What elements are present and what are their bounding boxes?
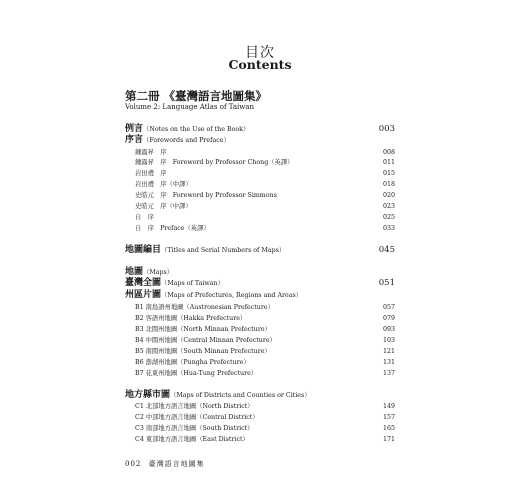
toc-entry-page: 025 [382,214,395,221]
toc-entry-title: 例言（Notes on the Use of the Book） [125,124,250,134]
toc-entry-page: 008 [382,149,395,156]
toc-entry-title: 地圖編目（Titles and Serial Numbers of Maps） [125,245,286,255]
toc-entry [125,335,395,346]
toc-entry [125,124,395,135]
toc-entry [125,157,395,168]
footer-page-number: 002 [125,460,142,468]
toc-entry-page: 045 [378,245,395,255]
toc-entry-title: C2 中部地方語言地圖（Central District） [135,414,259,421]
toc-entry-title: B5 南閩州地圖（South Minnan Prefecture） [135,348,271,355]
page-title-en: Contents [228,57,292,72]
toc-entry [125,313,395,324]
volume-title-zh: 第二冊 《臺灣語言地圖集》 [125,89,268,103]
toc-entry [125,179,395,190]
toc-entry-page: 057 [382,304,395,311]
toc-entry-page: 011 [382,159,395,166]
toc-entry-title: C1 北部地方語言地圖（North District） [135,403,254,410]
toc-entry-page: 171 [382,436,395,443]
toc-entry-title: B2 客語州地圖（Hakka Prefecture） [135,315,247,322]
toc-entry [125,324,395,335]
toc-entry-title: 岩田禮 序（中譯） [135,181,192,188]
toc-entry-page: 079 [382,315,395,322]
page-footer [125,459,205,469]
toc-entry [125,390,395,401]
toc-entry [125,357,395,368]
volume-title-en: Volume 2: Language Atlas of Taiwan [125,103,254,111]
toc-entry-title: 岩田禮 序 [135,170,167,177]
toc-entry-title: 史皓元 序（中譯） [135,203,192,210]
toc-entry [125,290,395,301]
toc-entry-page: 033 [382,225,395,232]
toc-entry-page: 121 [382,348,395,355]
toc-entry-title: 州區片圖（Maps of Prefectures, Regions and Areas） [125,290,303,300]
toc-entry-page: 018 [382,181,395,188]
toc-entry-page: 131 [382,359,395,366]
toc-entry-title: 鍾露昇 序 [135,149,167,156]
toc-entry-page: 137 [382,370,395,377]
toc-entry-page: 157 [382,414,395,421]
toc-entry-page: 093 [382,326,395,333]
toc-entry [125,346,395,357]
toc-entry [125,245,395,256]
toc-entry [125,412,395,423]
toc-entry [125,267,395,278]
toc-entry-title: B3 北閩州地圖（North Minnan Prefecture） [135,326,271,333]
toc-entry-title: B4 中閩州地圖（Central Minnan Prefecture） [135,337,276,344]
toc-entry-title: C3 南部地方語言地圖（South District） [135,425,254,432]
toc-entry-title: 序言（Forewords and Preface） [125,135,230,145]
toc-entry [125,212,395,223]
toc-entry [125,434,395,445]
toc-entry-title: B1 南島語州地圖（Austronesian Prefecture） [135,304,274,311]
toc-entry [125,223,395,234]
toc-entry-title: 自 序 [135,214,154,221]
toc-entry-title: B7 花東州地圖（Hua-Tung Prefecture） [135,370,258,377]
toc-entry-title: 地圖（Maps） [125,267,174,277]
toc-entry-title: C4 東部地方語言地圖（East District） [135,436,249,443]
toc-entry [125,190,395,201]
toc-entry-page: 165 [382,425,395,432]
toc-entry-title: 史皓元 序 Foreword by Professor Simmons [135,192,277,199]
toc-entry-title: 臺灣全圖（Maps of Taiwan） [125,278,224,288]
toc-entry-title: 地方縣市圖（Maps of Districts and Counties or Cities） [125,390,311,400]
toc-entry-title: B6 澎湖州地圖（Pungha Prefecture） [135,359,250,366]
toc-entry-title: 自 序 Preface（英譯） [135,225,210,232]
toc-entry-title: 鍾露昇 序 Foreword by Professor Chong（英譯） [135,159,294,166]
toc-entry-page: 149 [382,403,395,410]
footer-book-title: 臺灣語言地圖集 [148,460,205,468]
toc-entry [125,135,395,146]
toc-entry-page: 103 [382,337,395,344]
toc-entry [125,302,395,313]
toc-entry-page: 051 [378,278,395,288]
toc-entry [125,201,395,212]
toc-entry-page: 023 [382,203,395,210]
toc-entry [125,278,395,289]
toc-entry [125,423,395,434]
toc-entry [125,401,395,412]
toc-entry [125,368,395,379]
toc-entry-page: 003 [378,124,395,134]
page-title-zh: 目次 [245,45,275,61]
toc-entry [125,168,395,179]
toc-entry-page: 015 [382,170,395,177]
toc-entry-page: 020 [382,192,395,199]
